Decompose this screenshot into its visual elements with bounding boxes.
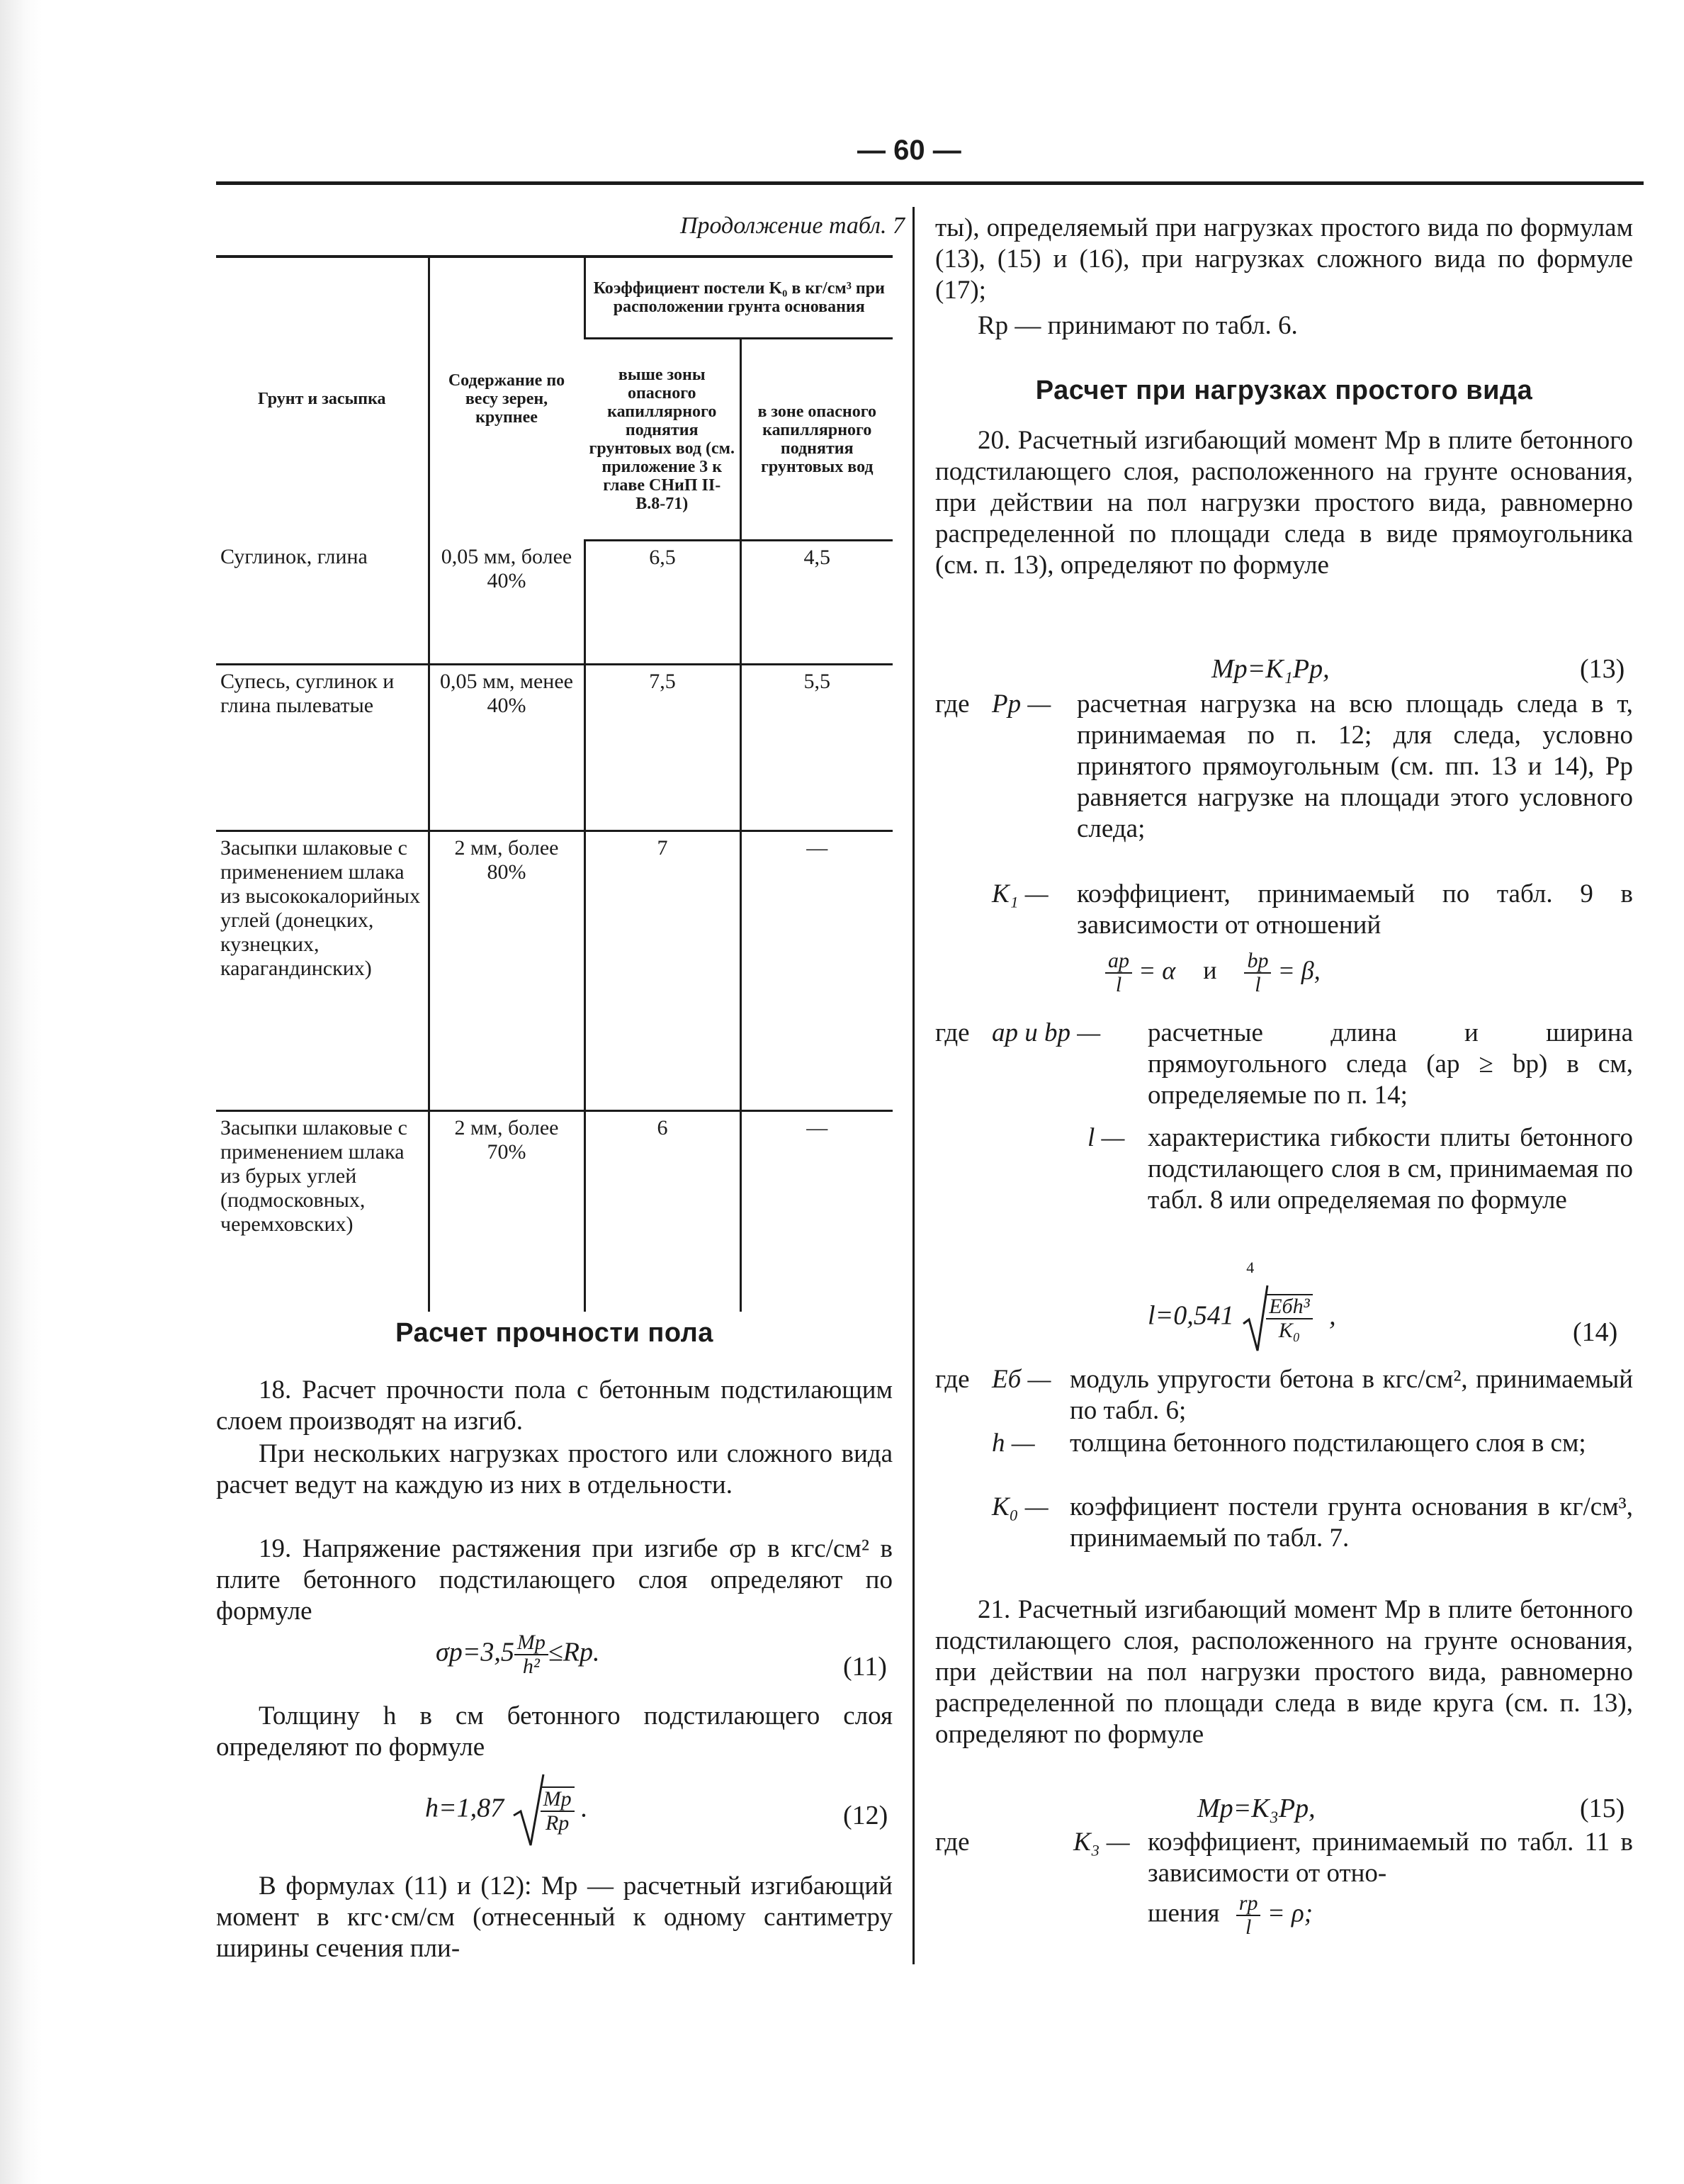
formula-14-root xyxy=(1241,1259,1312,1353)
formula-12 xyxy=(425,1772,588,1850)
col-header-in-zone: в зоне опасного капиллярного поднятия грунтовых вод xyxy=(740,339,893,541)
table-7 xyxy=(216,255,893,1312)
where-label: где xyxy=(935,1018,970,1047)
col-header-content: Содержание по весу зерен, крупнее xyxy=(429,257,584,541)
formula-13-number: (13) xyxy=(1580,654,1625,684)
formula-14 xyxy=(1148,1259,1336,1353)
rp-definition: Rр — принимают по табл. 6. xyxy=(978,311,1298,340)
root-index: 4 xyxy=(1246,1259,1255,1276)
ratio-b-denominator: l xyxy=(1255,973,1261,996)
section-heading-strength: Расчет прочности пола xyxy=(395,1318,713,1348)
formula-15-number: (15) xyxy=(1580,1794,1625,1823)
column-divider xyxy=(912,207,915,1964)
def-text-k0: коэффициент постели грунта основания в кг/см³, принимаемый по табл. 7. xyxy=(1070,1492,1633,1553)
rho-denominator: l xyxy=(1245,1915,1252,1939)
ratio-a-rhs: = α xyxy=(1138,956,1176,985)
rho-fraction xyxy=(1236,1892,1261,1939)
paragraph-18b: При нескольких нагрузках простого или сложного вида расчет ведут на каждую из них в отдельности. xyxy=(216,1439,893,1499)
def-symbol-k3: K₃ — xyxy=(1073,1828,1130,1857)
formula-14-denominator: K₀ xyxy=(1278,1319,1301,1342)
formula-15: Mр=K₃Pр, xyxy=(1197,1794,1316,1823)
rho-numerator: rр xyxy=(1236,1892,1261,1916)
formula-12-denominator: Rр xyxy=(545,1811,570,1835)
def-symbol-h: h — xyxy=(992,1429,1035,1458)
ratio-a-numerator: aр xyxy=(1105,950,1132,974)
col-header-k0: Коэффициент постели K₀ в кг/см³ при расположении грунта основания xyxy=(584,257,893,339)
formula-11-rhs: ≤Rр. xyxy=(548,1637,600,1667)
formula-11-denominator: h² xyxy=(522,1655,540,1678)
formula-14-numerator: Eбh³ xyxy=(1266,1295,1312,1319)
formula-11 xyxy=(436,1631,599,1678)
paragraph-20: 20. Расчетный изгибающий момент Mр в плите бетонного подстилающего слоя, расположенного на грунте основания, при действии на пол нагрузки простого вида, равномерно распределенной по площади следа в виде прямоугольника (см. п. 13), определяют по формуле xyxy=(935,426,1633,580)
def-text-h: толщина бетонного подстилающего слоя в см; xyxy=(1070,1429,1586,1458)
def-text-ab: расчетные длина и ширина прямоугольного следа (aр ≥ bр) в см, определяемые по п. 14; xyxy=(1148,1018,1633,1110)
formula-14-fraction xyxy=(1266,1294,1312,1342)
where-label: где xyxy=(935,689,970,719)
cell-in: — xyxy=(740,1111,893,1312)
formula-12-fraction xyxy=(541,1786,575,1835)
def-k3-last xyxy=(1148,1892,1313,1939)
page-number: — 60 — xyxy=(857,135,961,166)
section-heading-simple-loads: Расчет при нагрузках простого вида xyxy=(1035,376,1533,405)
def-symbol-eb: Eб — xyxy=(992,1365,1051,1394)
def-text-k3: коэффициент, принимаемый по табл. 11 в зависимости от отно- xyxy=(1148,1828,1633,1888)
def-symbol-l: l — xyxy=(1087,1123,1125,1152)
def-text-k1: коэффициент, принимаемый по табл. 9 в зависимости от отношений xyxy=(1077,879,1633,940)
cell-above: 6 xyxy=(584,1111,740,1312)
cell-content: 2 мм, более 70% xyxy=(429,1111,584,1312)
formula-11-lhs: σр=3,5 xyxy=(436,1637,514,1667)
cell-soil: Засыпки шлаковые с применением шлака из бурых углей (подмосковных, черемховских) xyxy=(220,1116,407,1236)
def-symbol-k0: K₀ — xyxy=(992,1492,1049,1521)
ratio-b-numerator: bр xyxy=(1244,950,1271,974)
table-row xyxy=(216,541,893,665)
def-text-pp: расчетная нагрузка на всю площадь следа в т, принимаемая по п. 12; для следа, условно принятого прямоугольным (см. пп. 13 и 14), Pр равняется нагрузке на площади этого условного следа; xyxy=(1077,689,1633,843)
formula-11-numerator: Mр xyxy=(514,1631,548,1655)
cell-soil: Суглинок, глина xyxy=(216,541,429,665)
def-symbol-ab: aр и bр — xyxy=(992,1018,1101,1047)
cell-above: 7 xyxy=(584,831,740,1111)
cell-content: 2 мм, более 80% xyxy=(429,831,584,1111)
where-label: где xyxy=(935,1365,970,1394)
k3-last-word: шения xyxy=(1148,1898,1220,1928)
def-text-l: характеристика гибкости плиты бетонного подстилающего слоя в см, принимаемая по табл. 8 или определяемая по формуле xyxy=(1148,1123,1633,1215)
where-label: где xyxy=(935,1828,970,1857)
cell-content: 0,05 мм, более 40% xyxy=(429,541,584,665)
table-row xyxy=(216,665,893,831)
formula-12-lhs: h=1,87 xyxy=(425,1793,504,1823)
table-row xyxy=(216,831,893,1111)
formula-12-number: (12) xyxy=(843,1801,888,1830)
sqrt-sign-icon xyxy=(511,1772,545,1850)
paragraph-21: 21. Расчетный изгибающий момент Mр в плите бетонного подстилающего слоя, расположенного на грунте основания, при действии на пол нагрузки простого вида, равномерно распределенной по площади следа в виде круга (см. п. 13), определяют по формуле xyxy=(935,1595,1633,1749)
paragraph-continued: ты), определяемый при нагрузках простого вида по формулам (13), (15) и (16), при нагрузках сложного вида по формуле (17); xyxy=(935,213,1633,305)
def-text-eb: модуль упругости бетона в кгс/см², принимаемый по табл. 6; xyxy=(1070,1365,1633,1425)
ratio-b-fraction xyxy=(1244,950,1271,996)
table-caption: Продолжение табл. 7 xyxy=(679,213,905,239)
rho-rhs: = ρ; xyxy=(1267,1898,1313,1928)
formula-12-numerator: Mр xyxy=(541,1788,575,1812)
cell-in: 5,5 xyxy=(740,665,893,831)
ratio-a-fraction xyxy=(1105,950,1132,996)
table-row xyxy=(216,1111,893,1312)
cell-in: — xyxy=(740,831,893,1111)
formula-13: Mр=K₁Pр, xyxy=(1211,654,1330,684)
formula-11-fraction xyxy=(514,1631,548,1678)
header-rule xyxy=(216,181,1644,185)
cell-soil: Супесь, суглинок и глина пылеватые xyxy=(216,665,429,831)
col-header-above-zone: выше зоны опасного капиллярного поднятия грунтовых вод (см. приложение 3 к главе СНиП II-В.8-71) xyxy=(584,339,740,541)
formula-12-dot: . xyxy=(581,1793,588,1823)
paragraph-thickness: Толщину h в см бетонного подстилающего слоя определяют по формуле xyxy=(216,1701,893,1762)
def-symbol-pp: Pр — xyxy=(992,689,1051,719)
paragraph-final-left: В формулах (11) и (12): Mр — расчетный изгибающий момент в кгс·см/см (отнесенный к одному сантиметру ширины сечения пли- xyxy=(216,1871,893,1963)
formula-14-comma: , xyxy=(1329,1300,1336,1331)
cell-in: 4,5 xyxy=(740,541,893,665)
ratio-and: и xyxy=(1203,956,1217,985)
cell-soil: Засыпки шлаковые с применением шлака из высококалорийных углей (донецких, кузнецких, карагандинских) xyxy=(216,831,429,1111)
cell-above: 7,5 xyxy=(584,665,740,831)
formula-11-number: (11) xyxy=(843,1652,887,1682)
formula-14-lhs: l=0,541 xyxy=(1148,1300,1234,1331)
root-sign-icon xyxy=(1241,1283,1269,1353)
paragraph-19: 19. Напряжение растяжения при изгибе σр в кгс/см² в плите бетонного подстилающего слоя определяют по формуле xyxy=(216,1534,893,1626)
def-symbol-k1: K₁ — xyxy=(992,879,1049,908)
col-header-soil: Грунт и засыпка xyxy=(216,257,429,541)
scan-edge xyxy=(0,0,43,2184)
ratio-b-rhs: = β, xyxy=(1277,956,1321,985)
ratio-a-denominator: l xyxy=(1115,973,1122,996)
formula-ratios xyxy=(1105,950,1321,996)
cell-content: 0,05 мм, менее 40% xyxy=(429,665,584,831)
cell-above: 6,5 xyxy=(584,541,740,665)
paragraph-18: 18. Расчет прочности пола с бетонным подстилающим слоем производят на изгиб. xyxy=(216,1375,893,1436)
formula-14-number: (14) xyxy=(1573,1317,1618,1347)
